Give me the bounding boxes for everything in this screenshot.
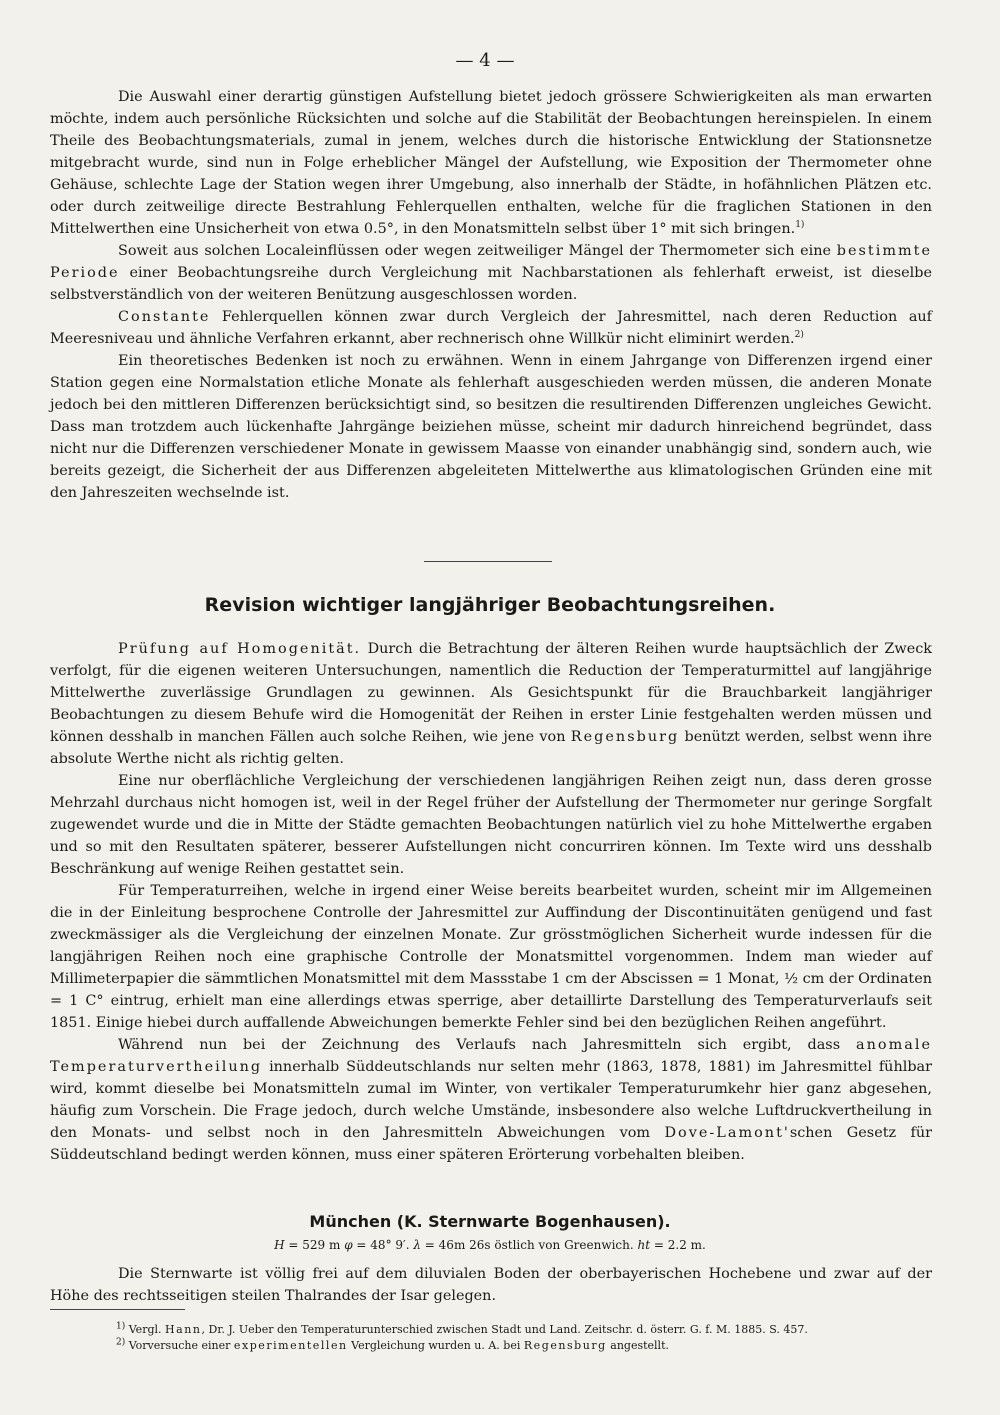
- paragraph: [50, 1034, 932, 1166]
- text-run: schen Gesetz für Süddeutschland bedingt werden können, muss einer späteren Erörterung vorbehalten bleiben.: [50, 1125, 932, 1163]
- paragraph: [50, 240, 932, 306]
- footnote: [50, 1322, 950, 1338]
- text-run: Für Temperaturreihen, welche in irgend einer Weise bereits bearbeitet wurden, scheint mir im Allgemeinen die in der Einleitung besprochene Controlle der Jahresmittel zur Auffindung der Discontinuitäten genügend und fast zweckmässiger als die Vergleichung der einzelnen Monate. Zur grösstmöglichen Sicherheit wurde indessen für die langjährigen Reihen noch eine graphische Controlle der Monatsmittel vorgenommen. Indem man wieder auf Millimeterpapier die sämmtlichen Monatsmittel mit dem Massstabe 1 cm der Abscissen = 1 Monat, ½ cm der Ordinaten = 1 C° eintrug, erhielt man eine allerdings etwas sperrige, aber detaillirte Darstellung des Temperaturverlaufs seit 1851. Einige hiebei durch auffallende Abweichungen bemerkte Fehler sind bei den bezüglichen Reihen angeführt.: [50, 883, 932, 1031]
- emphasis-text: bestimmte Periode: [50, 243, 932, 281]
- text-run: Durch die Betrachtung der älteren Reihen wurde hauptsächlich der Zweck verfolgt, für die eigenen weiteren Untersuchungen, namentlich die Reduction der Temperaturmittel auf langjährige Mittelwerthe zuverlässige Grundlagen zu gewinnen. Als Gesichtspunkt für die Brauchbarkeit langjähriger Beobachtungen zu diesem Behufe wird die Homogenität der Reihen in erster Linie festgehalten werden müssen und können desshalb in manchen Fällen auch solche Reihen, wie jene von: [50, 641, 932, 745]
- text-run: Während nun bei der Zeichnung des Verlaufs nach Jahresmitteln sich ergibt, dass: [118, 1037, 857, 1053]
- emphasis-text: Constante: [118, 309, 211, 325]
- text-run: benützt werden, selbst wenn ihre absolute Werthe nicht als richtig gelten.: [50, 729, 932, 767]
- station-section: [50, 1263, 932, 1307]
- footnote-marker: 1): [116, 1321, 126, 1332]
- section-divider: [424, 561, 552, 562]
- paragraph: [50, 880, 932, 1034]
- paragraph: [50, 86, 932, 240]
- paragraph: [50, 1263, 932, 1307]
- intro-section: [50, 86, 932, 504]
- emphasis-text: Regensburg: [570, 729, 680, 745]
- footnote-marker: 2): [794, 330, 804, 341]
- text-run: λ: [413, 1238, 421, 1252]
- text-run: einer Beobachtungsreihe durch Vergleichung mit Nachbarstationen als fehlerhaft erweist, ist dieselbe selbstverständlich von der weiteren Benützung ausgeschlossen worden.: [50, 265, 932, 303]
- text-run: Eine nur oberflächliche Vergleichung der verschiedenen langjährigen Reihen zeigt nun, dass deren grosse Mehrzahl durchaus nicht homogen ist, weil in der Regel früher der Aufstellung der Thermometer nur geringe Sorgfalt zugewendet wurde und die in Mitte der Städte gemachten Beobachtungen natürlich viel zu hohe Mittelwerthe ergaben und so mit den Resultaten späterer, besserer Aufstellungen nicht concurriren können. Im Texte wird uns desshalb Beschränkung auf wenige Reihen gestattet sein.: [50, 773, 932, 877]
- text-run: Die Auswahl einer derartig günstigen Aufstellung bietet jedoch grössere Schwierigkeiten als man erwarten möchte, indem auch persönliche Rücksichten und solche auf die Stabilität der Beobachtungen hereinspielen. In einem Theile des Beobachtungsmaterials, zumal in jenem, welches durch die historische Entwicklung der Stationsnetze mitgebracht wurde, sind nun in Folge erheblicher Mängel der Aufstellung, wie Exposition der Thermometer ohne Gehäuse, schlechte Lage der Station wegen ihrer Umgebung, also innerhalb der Städte, in hofähnlichen Plätzen etc. oder durch zeitweilige directe Bestrahlung Fehlerquellen enthalten, welche für die fraglichen Stationen in den Mittelwerthen eine Unsicherheit von etwa 0.5°, in den Monatsmitteln selbst über 1° mit sich bringen.: [50, 89, 932, 237]
- emphasis-text: experimentellen: [233, 1339, 348, 1352]
- text-run: φ: [344, 1238, 353, 1252]
- paragraph: [50, 770, 932, 880]
- text-run: = 48° 9′.: [352, 1238, 414, 1252]
- text-run: Vergleichung wurden u. A. bei: [347, 1339, 524, 1352]
- page-number: — 4 —: [455, 50, 515, 71]
- emphasis-text: Hann: [165, 1323, 202, 1336]
- emphasis-text: Dove-Lamont': [664, 1125, 790, 1141]
- text-run: , Dr. J. Ueber den Temperaturunterschied zwischen Stadt und Land. Zeitschr. d. österr. G. f. M. 1885. S. 457.: [201, 1323, 808, 1336]
- station-coordinates: [0, 1238, 980, 1252]
- emphasis-text: Prüfung auf Homogenität.: [118, 641, 362, 657]
- text-run: ht: [637, 1238, 651, 1252]
- station-title: München (K. Sternwarte Bogenhausen).: [309, 1212, 671, 1231]
- text-run: innerhalb Süddeutschlands nur selten mehr (1863, 1878, 1881) im Jahresmittel fühlbar wird, kommt dieselbe bei Monatsmitteln zumal im Winter, von vertikaler Temperaturumkehr hier ganz abgesehen, häufig zum Vorschein. Die Frage jedoch, durch welche Umstände, insbesondere also welche Luftdruckvertheilung in den Monats- und selbst noch in den Jahresmitteln Abweichungen vom: [50, 1059, 932, 1141]
- text-run: = 529 m: [284, 1238, 345, 1252]
- footnotes: [50, 1322, 950, 1354]
- footnote-marker: 1): [795, 220, 805, 231]
- text-run: = 2.2 m.: [650, 1238, 706, 1252]
- text-run: Die Sternwarte ist völlig frei auf dem diluvialen Boden der oberbayerischen Hochebene und zwar auf der Höhe des rechtsseitigen steilen Thalrandes der Isar gelegen.: [50, 1266, 932, 1304]
- text-run: = 46m 26s östlich von Greenwich.: [420, 1238, 638, 1252]
- text-run: angestellt.: [606, 1339, 669, 1352]
- emphasis-text: Regensburg: [523, 1339, 607, 1352]
- text-run: Ein theoretisches Bedenken ist noch zu erwähnen. Wenn in einem Jahrgange von Differenzen irgend einer Station gegen eine Normalstation etliche Monate als fehlerhaft ausgeschieden werden müssen, die anderen Monate jedoch bei den mittleren Differenzen berücksichtigt sind, so besitzen die resultirenden Differenzen ungleiches Gewicht. Dass man trotzdem auch lückenhafte Jahrgänge beiziehen müsse, scheint mir dadurch hinreichend begründet, dass nicht nur die Differenzen verschiedener Monate in gewissem Maasse von einander unabhängig sind, sondern auch, wie bereits gezeigt, die Sicherheit der aus Differenzen abgeleiteten Mittelwerthe aus klimatologischen Gründen eine mit den Jahreszeiten wechselnde ist.: [50, 353, 932, 501]
- revision-section: [50, 638, 932, 1166]
- footnote-marker: 2): [116, 1337, 126, 1348]
- footnote-divider: [50, 1309, 185, 1310]
- paragraph: [50, 306, 932, 350]
- paragraph: [50, 350, 932, 504]
- text-run: H: [274, 1238, 285, 1252]
- footnote: [50, 1338, 950, 1354]
- section-heading: Revision wichtiger langjähriger Beobachtungsreihen.: [204, 594, 776, 616]
- text-run: Soweit aus solchen Localeinflüssen oder wegen zeitweiliger Mängel der Thermometer sich eine: [118, 243, 837, 259]
- text-run: Vorversuche einer: [125, 1339, 234, 1352]
- text-run: Fehlerquellen können zwar durch Vergleich der Jahresmittel, nach deren Reduction auf Meeresniveau und ähnliche Verfahren erkannt, aber rechnerisch ohne Willkür nicht eliminirt werden.: [50, 309, 932, 347]
- text-run: Vergl.: [125, 1323, 166, 1336]
- paragraph: [50, 638, 932, 770]
- emphasis-text: anomale Temperaturvertheilung: [50, 1037, 932, 1075]
